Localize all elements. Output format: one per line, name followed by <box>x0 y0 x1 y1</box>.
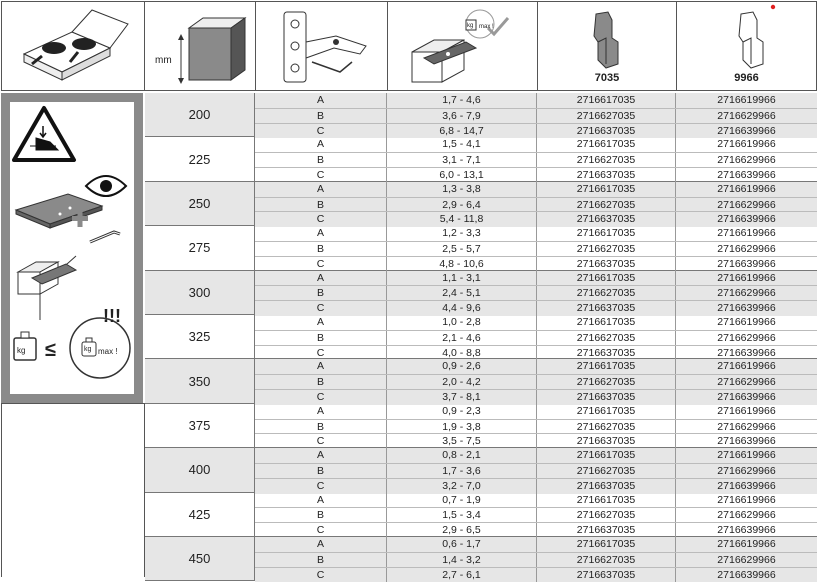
article-code-7035-cell: 2716627035 <box>537 153 676 168</box>
header-dimension-cell <box>145 1 256 91</box>
allen-key-icon <box>90 232 120 242</box>
article-code-9966-cell: 2716619966 <box>717 538 776 550</box>
weight-range-cell: 3,5 - 7,5 <box>387 434 537 449</box>
size-cell: 425 <box>145 493 255 536</box>
size-group <box>145 537 817 581</box>
weight-range-cell: 0,8 - 2,1 <box>387 448 537 463</box>
weight-range-cell: 1,4 - 3,2 <box>387 553 537 568</box>
table-row <box>255 419 817 435</box>
article-code-7035-cell: 2716617035 <box>537 315 676 330</box>
strength-letter-cell: C <box>255 301 387 316</box>
article-code-7035-cell: 2716627035 <box>537 508 676 523</box>
weight-range-cell: 0,7 - 1,9 <box>387 493 537 508</box>
strength-letter-cell: A <box>255 448 387 463</box>
article-code-9966-cell: 2716639966 <box>717 568 776 581</box>
article-code-7035-cell: 2716637035 <box>537 212 676 227</box>
strength-letter-cell: B <box>255 508 387 523</box>
weight-range-cell: 1,7 - 4,6 <box>387 93 537 108</box>
article-code-9966-cell: 2716629966 <box>717 420 776 433</box>
article-code-7035-cell: 2716637035 <box>537 568 676 582</box>
table-row <box>255 537 817 552</box>
strength-letter-cell: B <box>255 420 387 435</box>
weight-range-cell: 2,1 - 4,6 <box>387 331 537 346</box>
article-code-9966-cell: 2716619966 <box>717 449 776 462</box>
article-code-7035-cell: 2716627035 <box>537 420 676 435</box>
article-code-7035-cell: 2716617035 <box>537 359 676 374</box>
table-row <box>255 374 817 390</box>
table-row <box>255 123 817 139</box>
article-code-7035-cell: 2716617035 <box>537 137 676 152</box>
article-code-9966-cell: 2716629966 <box>717 154 776 167</box>
table-row <box>255 182 817 197</box>
panel-weight-icon <box>388 2 537 91</box>
size-cell: 250 <box>145 182 255 225</box>
article-code-7035-cell: 2716627035 <box>537 242 676 257</box>
weight-range-cell: 4,0 - 8,8 <box>387 346 537 361</box>
strength-letter-cell: A <box>255 404 387 419</box>
weight-range-cell: 4,4 - 9,6 <box>387 301 537 316</box>
article-code-9966-cell: 2716629966 <box>717 242 776 255</box>
article-code-7035-cell: 2716627035 <box>537 464 676 479</box>
article-code-7035-cell: 2716617035 <box>537 493 676 508</box>
strength-letter-cell: A <box>255 493 387 508</box>
weight-range-cell: 0,9 - 2,6 <box>387 359 537 374</box>
table-row <box>255 241 817 257</box>
weight-range-cell: 0,6 - 1,7 <box>387 537 537 552</box>
article-code-9966-cell: 2716639966 <box>717 257 776 270</box>
table-row <box>255 285 817 301</box>
panel-board-icon <box>16 194 102 228</box>
table-row <box>255 256 817 272</box>
pinch-warning-icon <box>14 108 74 160</box>
installation-info-panel-inner <box>10 102 134 394</box>
article-code-7035-cell: 2716617035 <box>537 404 676 419</box>
article-code-7035-cell: 2716617035 <box>537 182 676 197</box>
article-code-7035-cell: 2716637035 <box>537 479 676 494</box>
article-code-9966-cell: 2716619966 <box>717 138 776 151</box>
red-dot-icon <box>771 5 775 9</box>
table-row <box>255 300 817 316</box>
table-row <box>255 345 817 361</box>
table-row <box>255 137 817 152</box>
article-code-9966-cell: 2716639966 <box>717 435 776 448</box>
cabinet-height-icon <box>145 2 255 91</box>
table-row <box>255 552 817 568</box>
article-code-7035-cell: 2716627035 <box>537 553 676 568</box>
article-code-9966-cell: 2716619966 <box>717 493 776 506</box>
article-code-9966-cell: 2716619966 <box>717 404 776 417</box>
table-row <box>255 493 817 508</box>
weight-range-cell: 3,2 - 7,0 <box>387 479 537 494</box>
header-weight-cell <box>388 1 538 91</box>
article-code-9966-cell: 2716619966 <box>717 360 776 373</box>
strength-letter-cell: C <box>255 257 387 272</box>
article-code-9966-cell: 2716619966 <box>717 316 776 328</box>
article-code-7035-cell: 2716637035 <box>537 346 676 361</box>
table-row <box>255 522 817 538</box>
article-code-9966-cell: 2716639966 <box>717 390 776 403</box>
article-code-9966-cell: 2716619966 <box>717 94 776 106</box>
strength-letter-cell: C <box>255 523 387 538</box>
left-max-label: max ! <box>98 347 118 356</box>
strength-letter-cell: B <box>255 109 387 124</box>
strength-letter-cell: A <box>255 137 387 152</box>
open-box-with-hinges-icon <box>2 2 145 91</box>
article-code-9966-cell: 2716639966 <box>717 168 776 181</box>
article-code-7035-cell: 2716637035 <box>537 124 676 139</box>
table-row <box>255 463 817 479</box>
dimension-unit-label: mm <box>155 55 172 66</box>
size-cell: 275 <box>145 226 255 269</box>
size-group <box>145 493 817 537</box>
size-cell: 325 <box>145 315 255 358</box>
article-code-7035-cell: 2716617035 <box>537 448 676 463</box>
table-row <box>255 507 817 523</box>
article-code-9966-cell: 2716629966 <box>717 509 776 522</box>
strength-letter-cell: C <box>255 568 387 582</box>
strength-letter-cell: B <box>255 331 387 346</box>
article-code-7035-cell: 2716637035 <box>537 168 676 183</box>
article-code-9966-cell: 2716619966 <box>717 182 776 195</box>
strength-letter-cell: A <box>255 315 387 330</box>
left-empty-area <box>1 403 145 577</box>
article-code-7035-cell: 2716637035 <box>537 523 676 538</box>
article-code-9966-cell: 2716629966 <box>717 198 776 211</box>
weight-range-cell: 1,2 - 3,3 <box>387 226 537 241</box>
table-row <box>255 389 817 405</box>
size-cell: 350 <box>145 359 255 402</box>
article-code-7035-cell: 2716617035 <box>537 226 676 241</box>
weight-range-cell: 1,5 - 3,4 <box>387 508 537 523</box>
strength-letter-cell: A <box>255 93 387 108</box>
strength-letter-cell: C <box>255 212 387 227</box>
weight-range-cell: 2,9 - 6,5 <box>387 523 537 538</box>
header-code-7035-cell <box>538 1 677 91</box>
table-row <box>255 404 817 419</box>
article-code-7035-cell: 2716637035 <box>537 390 676 405</box>
article-code-7035-cell: 2716627035 <box>537 198 676 213</box>
weight-range-cell: 1,7 - 3,6 <box>387 464 537 479</box>
article-code-9966-cell: 2716629966 <box>717 376 776 389</box>
weight-range-cell: 1,9 - 3,8 <box>387 420 537 435</box>
weight-range-cell: 1,0 - 2,8 <box>387 315 537 330</box>
table-row <box>255 330 817 346</box>
table-row <box>255 478 817 494</box>
article-code-7035-cell: 2716637035 <box>537 257 676 272</box>
weight-range-cell: 5,4 - 11,8 <box>387 212 537 227</box>
strength-letter-cell: C <box>255 124 387 139</box>
lift-mechanism-icon <box>256 2 387 91</box>
size-group <box>145 404 817 448</box>
article-code-7035-cell: 2716617035 <box>537 537 676 552</box>
strength-letter-cell: B <box>255 242 387 257</box>
strength-letter-cell: C <box>255 346 387 361</box>
table-row <box>255 315 817 330</box>
article-code-9966-cell: 2716619966 <box>717 271 776 284</box>
header-hinge-cell <box>256 1 388 91</box>
weight-range-cell: 0,9 - 2,3 <box>387 404 537 419</box>
article-code-7035-cell: 2716627035 <box>537 286 676 301</box>
strength-letter-cell: B <box>255 464 387 479</box>
left-circle-kg-label: kg <box>84 346 92 353</box>
code-9966-label: 9966 <box>734 72 759 84</box>
size-group <box>145 137 817 181</box>
weight-range-cell: 6,8 - 14,7 <box>387 124 537 139</box>
article-code-7035-cell: 2716617035 <box>537 271 676 286</box>
weight-range-cell: 1,1 - 3,1 <box>387 271 537 286</box>
less-or-equal-symbol: ≤ <box>45 339 56 361</box>
size-cell: 450 <box>145 537 255 580</box>
weight-range-cell: 2,7 - 6,1 <box>387 568 537 582</box>
article-code-9966-cell: 2716639966 <box>717 213 776 226</box>
article-code-7035-cell: 2716617035 <box>537 93 676 108</box>
weight-range-cell: 2,0 - 4,2 <box>387 375 537 390</box>
table-row <box>255 271 817 286</box>
strength-letter-cell: A <box>255 182 387 197</box>
size-cell: 200 <box>145 93 255 136</box>
size-group <box>145 93 817 137</box>
size-cell: 375 <box>145 404 255 447</box>
size-group <box>145 359 817 403</box>
strength-letter-cell: B <box>255 375 387 390</box>
article-code-7035-cell: 2716627035 <box>537 375 676 390</box>
weight-range-cell: 2,9 - 6,4 <box>387 198 537 213</box>
eye-icon <box>86 176 126 196</box>
size-group <box>145 271 817 315</box>
article-code-7035-cell: 2716637035 <box>537 301 676 316</box>
strength-letter-cell: B <box>255 286 387 301</box>
table-row <box>255 433 817 449</box>
article-code-9966-cell: 2716629966 <box>717 464 776 477</box>
table-row <box>255 108 817 124</box>
article-code-9966-cell: 2716639966 <box>717 479 776 492</box>
header-code-9966-cell <box>677 1 817 91</box>
strength-letter-cell: B <box>255 198 387 213</box>
weight-range-cell: 1,5 - 4,1 <box>387 137 537 152</box>
weight-range-cell: 6,0 - 13,1 <box>387 168 537 183</box>
weight-range-cell: 3,7 - 8,1 <box>387 390 537 405</box>
size-group <box>145 315 817 359</box>
strength-letter-cell: C <box>255 434 387 449</box>
weight-range-cell: 1,3 - 3,8 <box>387 182 537 197</box>
warning-exclamation-marks: !!! <box>103 306 121 326</box>
article-code-9966-cell: 2716629966 <box>717 287 776 300</box>
article-code-7035-cell: 2716627035 <box>537 109 676 124</box>
table-row <box>255 211 817 227</box>
size-group <box>145 226 817 270</box>
size-group <box>145 448 817 492</box>
installation-info-panel <box>1 93 143 403</box>
weight-range-cell: 3,1 - 7,1 <box>387 153 537 168</box>
article-code-9966-cell: 2716639966 <box>717 524 776 537</box>
article-code-9966-cell: 2716629966 <box>717 553 776 566</box>
strength-letter-cell: A <box>255 226 387 241</box>
table-row <box>255 93 817 108</box>
article-code-9966-cell: 2716639966 <box>717 346 776 359</box>
table-row <box>255 152 817 168</box>
strength-letter-cell: A <box>255 271 387 286</box>
left-kg-label: kg <box>17 346 26 355</box>
weight-range-cell: 3,6 - 7,9 <box>387 109 537 124</box>
strength-letter-cell: C <box>255 479 387 494</box>
article-code-7035-cell: 2716637035 <box>537 434 676 449</box>
strength-letter-cell: A <box>255 537 387 552</box>
article-code-9966-cell: 2716629966 <box>717 109 776 122</box>
code-7035-label: 7035 <box>594 72 620 84</box>
weight-range-cell: 4,8 - 10,6 <box>387 257 537 272</box>
strength-letter-cell: C <box>255 168 387 183</box>
article-code-9966-cell: 2716629966 <box>717 331 776 344</box>
size-cell: 225 <box>145 137 255 180</box>
size-group <box>145 182 817 226</box>
table-row <box>255 359 817 374</box>
cabinet-with-panel-icon <box>18 256 76 320</box>
weight-range-cell: 2,4 - 5,1 <box>387 286 537 301</box>
weight-max-label: max ! <box>479 24 494 30</box>
header-packaging-cell <box>1 1 145 91</box>
article-code-7035-cell: 2716627035 <box>537 331 676 346</box>
table-row <box>255 197 817 213</box>
table-row <box>255 226 817 241</box>
size-cell: 300 <box>145 271 255 314</box>
strength-letter-cell: C <box>255 390 387 405</box>
weight-kg-label: kg <box>467 23 474 29</box>
article-code-9966-cell: 2716639966 <box>717 302 776 315</box>
article-code-9966-cell: 2716639966 <box>717 124 776 137</box>
table-row <box>255 167 817 183</box>
strength-letter-cell: A <box>255 359 387 374</box>
table-row <box>255 448 817 463</box>
strength-letter-cell: B <box>255 553 387 568</box>
strength-letter-cell: B <box>255 153 387 168</box>
weight-range-cell: 2,5 - 5,7 <box>387 242 537 257</box>
size-cell: 400 <box>145 448 255 491</box>
article-code-9966-cell: 2716619966 <box>717 227 776 240</box>
table-row <box>255 567 817 582</box>
